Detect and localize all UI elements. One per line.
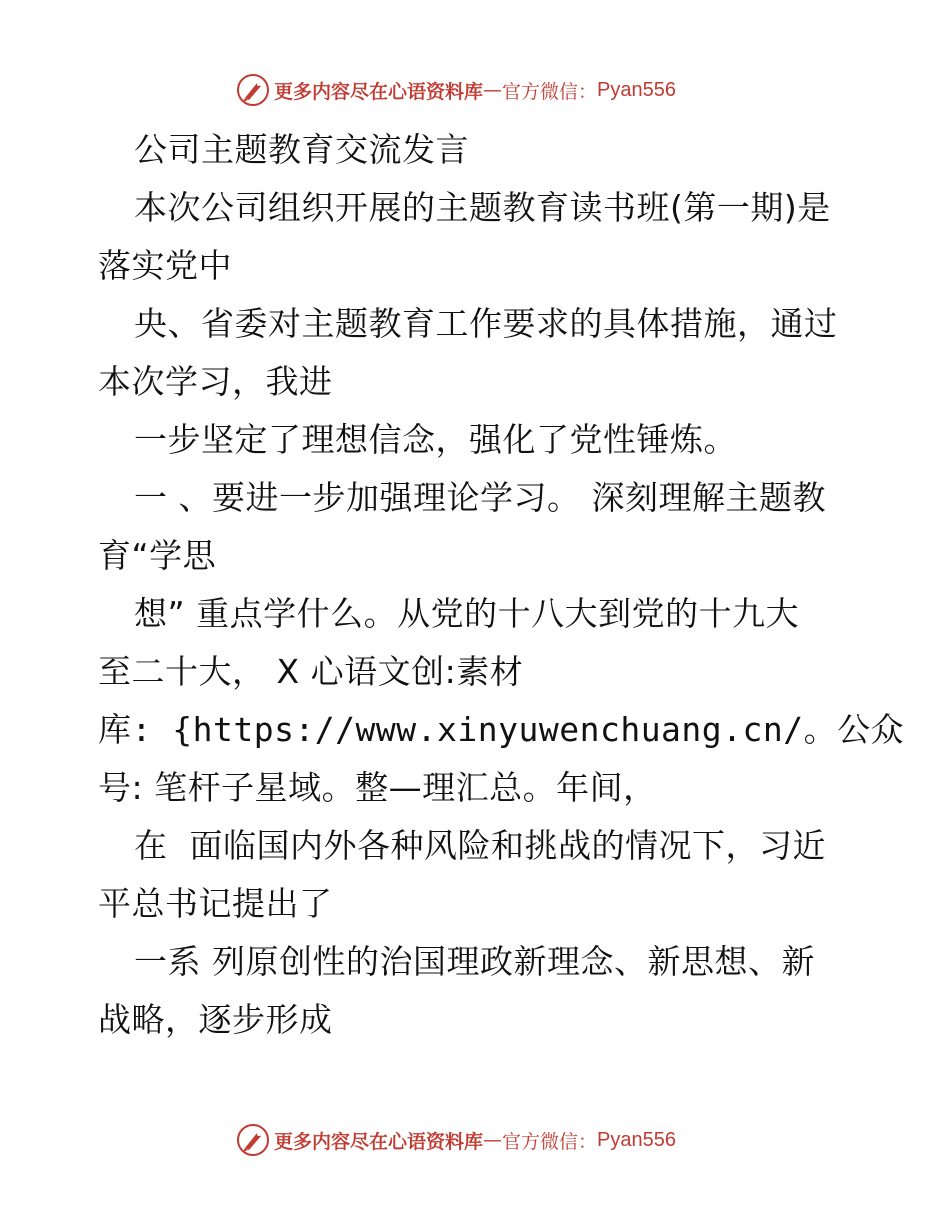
pen-logo-icon <box>236 73 270 107</box>
doc-line: 一系 列原创性的治国理政新理念、新思想、新 <box>134 942 815 981</box>
header-watermark-banner <box>236 72 676 108</box>
doc-line: 落实党中 <box>98 246 232 285</box>
doc-line-title: 公司主题教育交流发言 <box>134 130 469 169</box>
doc-line-url: 库: {https://www.xinyuwenchuang.cn/。公众 <box>98 710 905 749</box>
doc-line: 一步坚定了理想信念，强化了党性锤炼。 <box>134 420 737 459</box>
document-body <box>98 121 905 1049</box>
pen-logo-icon <box>236 1123 270 1157</box>
wechat-id: Pyan556 <box>597 78 676 101</box>
doc-line: 至二十大， X 心语文创:素材 <box>98 652 524 691</box>
promo-dash: — <box>483 79 503 101</box>
promo-text: 更多内容尽在心语资料库 <box>274 1130 484 1153</box>
doc-line: 战略，逐步形成 <box>98 1000 333 1039</box>
promo-dash: — <box>483 1129 503 1151</box>
doc-line: 本次公司组织开展的主题教育读书班(第一期)是 <box>134 188 831 227</box>
doc-line: 想” 重点学什么。从党的十八大到党的十九大 <box>134 594 800 633</box>
doc-line: 央、省委对主题教育工作要求的具体措施，通过 <box>134 304 838 343</box>
wechat-label: 官方微信： <box>502 1130 598 1153</box>
doc-line: 一 、要进一步加强理论学习。 深刻理解主题教 <box>134 478 826 517</box>
wechat-id: Pyan556 <box>597 1128 676 1151</box>
footer-watermark-banner <box>236 1122 676 1158</box>
wechat-label: 官方微信： <box>502 80 598 103</box>
doc-line: 育“学思 <box>98 536 217 575</box>
promo-text: 更多内容尽在心语资料库 <box>274 80 484 103</box>
doc-line: 号: 笔杆子星域。整—理汇总。年间， <box>98 768 657 807</box>
doc-line: 平总书记提出了 <box>98 884 333 923</box>
doc-line: 在 面临国内外各种风险和挑战的情况下，习近 <box>134 826 826 865</box>
doc-line: 本次学习，我进 <box>98 362 333 401</box>
